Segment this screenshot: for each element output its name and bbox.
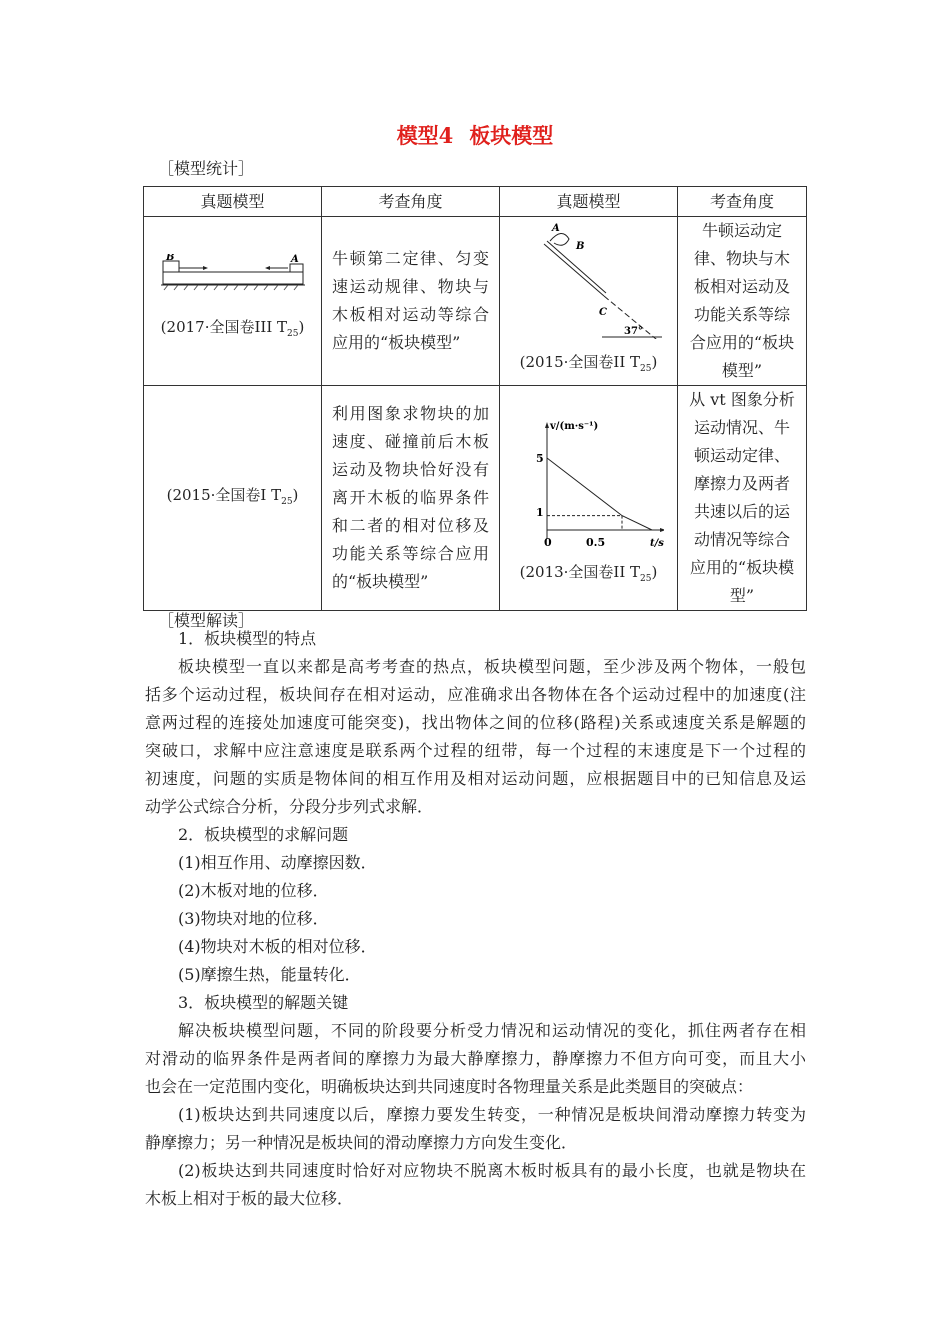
text-line: 板块模型一直以来都是高考考查的热点，板块模型问题，至少涉及两个物体，一般包: [178, 657, 806, 676]
text-line-heading: (5)摩擦生热，能量转化．: [178, 965, 361, 984]
source-label: (2017·全国卷III $T_{25}$): [160, 318, 305, 339]
text-line: (1)板块达到共同速度以后，摩擦力要发生转变，一种情况是板块间滑动摩擦力转变为: [178, 1105, 806, 1124]
angle-text: 牛顿运动定律、物块与木板相对运动及功能关系等综合应用的“板块模型”: [678, 217, 807, 386]
read-label: ［模型解读］: [158, 611, 255, 630]
source-cell: (2015·全国卷I $T_{25}$): [144, 386, 322, 611]
x-tick: 0.5: [585, 535, 605, 549]
text-line-heading: (3)物块对地的位移．: [178, 909, 329, 928]
x-axis-label: t/s: [649, 537, 664, 549]
y-tick: 1: [535, 505, 544, 519]
vt-series-line: [547, 458, 652, 530]
svg-text:A: A: [551, 223, 560, 234]
source-label: (2013·全国卷II $T_{25}$): [519, 562, 658, 584]
title-model: 模型4: [396, 123, 454, 148]
figure-cell: [144, 217, 322, 386]
figure-cell: [500, 386, 678, 611]
table-row: [144, 217, 807, 386]
text-line-heading: (2)木板对地的位移．: [178, 881, 329, 900]
header-cell: 考查角度: [322, 187, 500, 217]
header-cell: 真题模型: [144, 187, 322, 217]
x-tick: 0: [543, 535, 552, 549]
text-line: 木板上相对于板的最大位移．: [145, 1189, 354, 1208]
label-a: A: [290, 254, 299, 265]
y-axis-label: v/(m·s⁻¹): [549, 420, 598, 432]
figure-cell: [500, 217, 678, 386]
header-cell: 考查角度: [678, 187, 807, 217]
text-line: 对滑动的临界条件是两者间的摩擦力为最大静摩擦力，静摩擦力不但方向可变，而且大小: [145, 1049, 806, 1068]
text-line: 解决板块模型问题，不同的阶段要分析受力情况和运动情况的变化，抓住两者存在相: [178, 1021, 806, 1040]
title-name: 板块模型: [469, 123, 554, 148]
text-line: (2)板块达到共同速度时恰好对应物块不脱离木板时板具有的最小长度，也就是物块在: [178, 1161, 806, 1180]
incline-figure: [514, 219, 664, 339]
y-tick: 5: [535, 451, 544, 465]
angle-text: 利用图象求物块的加速度、碰撞前后木板运动及物块恰好没有离开木板的临界条件和二者的相对位移及功能关系等综合应用的“板块模型”: [322, 386, 500, 611]
page-title: [0, 120, 950, 150]
text-line: 意两过程的连接处加速度可能突变)，找出物体之间的位移(路程)关系或速度关系是解题的: [145, 713, 806, 732]
text-line-heading: (1)相互作用、动摩擦因数．: [178, 853, 377, 872]
text-line-heading: 1．板块模型的特点: [178, 629, 317, 648]
svg-text:C: C: [598, 307, 607, 318]
source-label: (2015·全国卷II $T_{25}$): [519, 353, 658, 374]
vt-chart: [514, 404, 664, 549]
text-line-heading: (4)物块对木板的相对位移．: [178, 937, 377, 956]
text-line: 动学公式综合分析，分段分步列式求解．: [145, 797, 434, 816]
svg-text:37°: 37°: [623, 326, 643, 337]
table-header: [144, 187, 807, 217]
text-line: 括多个运动过程，板块间存在相对运动，应准确求出各物体在各个运动过程中的加速度(注: [145, 685, 806, 704]
text-line: 静摩擦力；另一种情况是板块间的滑动摩擦力方向发生变化．: [145, 1133, 578, 1152]
model-table: [143, 186, 807, 611]
header-cell: 真题模型: [500, 187, 678, 217]
board-block-figure: [158, 254, 308, 304]
table-row: [144, 386, 807, 611]
text-line: 突破口，求解中应注意速度是联系两个过程的纽带，每一个过程的末速度是下一个过程的: [145, 741, 806, 760]
svg-text:B: B: [575, 241, 584, 252]
text-line: 也会在一定范围内变化，明确板块达到共同速度时各物理量关系是此类题目的突破点：: [145, 1077, 754, 1096]
label-b: B: [165, 254, 174, 263]
text-line-heading: 2．板块模型的求解问题: [178, 825, 349, 844]
angle-text: 从 vt 图象分析运动情况、牛顿运动定律、摩擦力及两者共速以后的运动情况等综合应用的“板块模型”: [678, 386, 807, 611]
text-line: 初速度，问题的实质是物体间的相互作用及相对运动问题，应根据题目中的已知信息及运: [145, 769, 806, 788]
text-line-heading: 3．板块模型的解题关键: [178, 993, 349, 1012]
angle-text: 牛顿第二定律、匀变速运动规律、物块与木板相对运动等综合应用的“板块模型”: [322, 217, 500, 386]
stats-label: ［模型统计］: [158, 159, 255, 178]
